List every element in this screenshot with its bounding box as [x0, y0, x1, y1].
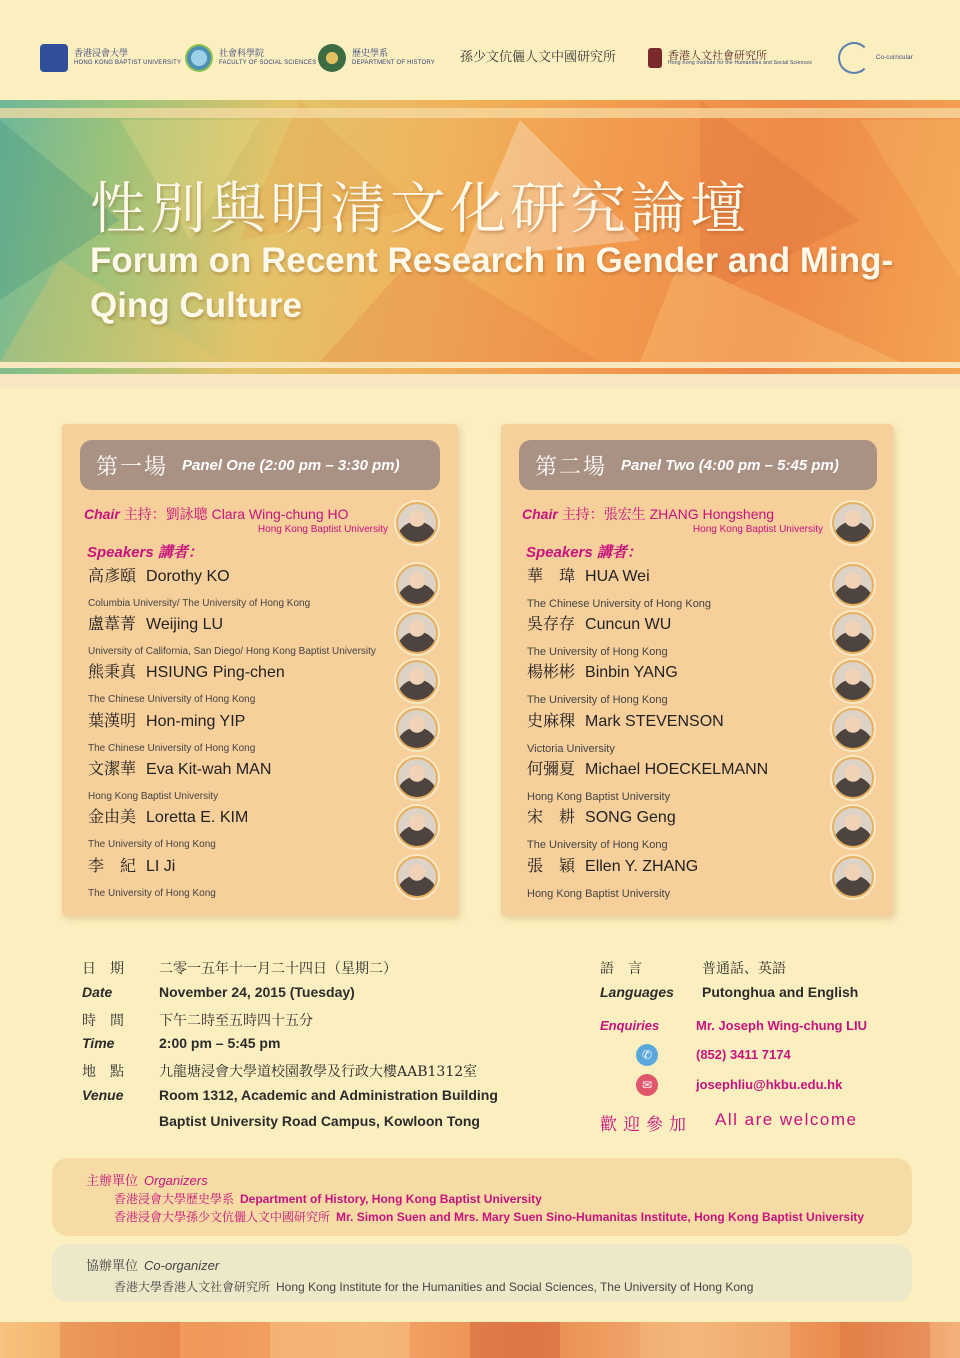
speaker-name-zh: 何彌夏 [527, 759, 576, 778]
banner-stripe-bottom [0, 362, 960, 368]
welcome-zh: 歡迎參加 [600, 1115, 692, 1135]
hkbu-logo-icon [40, 44, 68, 72]
language-en-label: Languages [600, 984, 674, 1000]
coorganizer-label-en: Co-organizer [144, 1258, 220, 1273]
enquiries-label: Enquiries [600, 1018, 660, 1033]
bottom-block [840, 1322, 930, 1358]
hkihss-logo-zh: 香港人文社會研究所 [668, 48, 767, 62]
welcome-en: All are welcome [715, 1110, 858, 1129]
hkihss-logo-en: Hong Kong Institute for the Humanities and Social Sciences [668, 60, 812, 67]
panel-two-chair [522, 504, 774, 524]
speaker-photo [832, 806, 874, 848]
speaker-affiliation: The Chinese University of Hong Kong [527, 598, 712, 610]
speaker-affiliation: Hong Kong Baptist University [527, 888, 671, 900]
email-icon: ✉ [636, 1074, 658, 1096]
history-dept-logo-icon [318, 44, 346, 72]
organizer-zh: 香港浸會大學歷史學系 [114, 1192, 235, 1206]
speaker-photo [832, 660, 874, 702]
speaker-affiliation: The University of Hong Kong [527, 646, 668, 658]
panel-one-header-en: Panel One (2:00 pm – 3:30 pm) [182, 456, 400, 474]
speaker-item [527, 853, 857, 900]
speaker-name-zh: 宋 耕 [527, 807, 576, 826]
enquiries-phone[interactable]: (852) 3411 7174 [696, 1047, 791, 1062]
language-zh-value: 普通話、英語 [702, 961, 786, 977]
speaker-affiliation: The Chinese University of Hong Kong [88, 743, 256, 754]
speaker-affiliation: The University of Hong Kong [88, 839, 216, 850]
organizer-line [114, 1208, 864, 1225]
language-en-value: Putonghua and English [702, 984, 859, 1000]
panel-one [62, 424, 458, 916]
chair-photo [832, 502, 874, 544]
speaker-item [88, 756, 418, 802]
history-dept-logo-zh: 歷史學系 [352, 49, 389, 60]
panel-one-chair [84, 504, 349, 524]
speaker-photo [832, 564, 874, 606]
panel-two-header-zh: 第二場 [535, 454, 608, 480]
time-en-label: Time [82, 1035, 115, 1051]
organizer-en: Mr. Simon Suen and Mrs. Mary Suen Sino-Humanitas Institute, Hong Kong Baptist University [336, 1210, 865, 1224]
hkbu-logo-en: HONG KONG BAPTIST UNIVERSITY [74, 59, 182, 66]
banner-stripe-top [0, 108, 960, 118]
speaker-item [527, 804, 857, 851]
sino-humanitas-logo-zh: 孫少文伉儷人文中國研究所 [460, 50, 617, 66]
bottom-decorative-strip [0, 1322, 960, 1358]
speaker-name-en: Hon-ming YIP [146, 713, 246, 730]
chair-name-en: ZHANG Hongsheng [649, 506, 775, 522]
chair-zh-label: 主持： [123, 506, 166, 522]
hkbu-logo-zh: 香港浸會大學 [74, 49, 129, 60]
speaker-name-en: Dorothy KO [146, 568, 230, 585]
logo-strip [0, 0, 960, 100]
fss-logo-icon [185, 44, 213, 72]
coorganizer-box [52, 1244, 912, 1302]
speaker-name-en: Weijing LU [146, 616, 224, 633]
history-dept-logo-en: DEPARTMENT OF HISTORY [352, 59, 435, 66]
fss-logo [185, 38, 316, 78]
language-zh-label: 語 言 [600, 961, 642, 977]
speaker-item [88, 611, 418, 657]
panel-two-header [519, 440, 877, 490]
panel-two-header-en: Panel Two (4:00 pm – 5:45 pm) [621, 456, 839, 474]
speaker-photo [396, 708, 438, 750]
enquiries-contact: Mr. Joseph Wing-chung LIU [696, 1018, 868, 1033]
speaker-item [88, 659, 418, 705]
coorganizer-label [86, 1255, 219, 1274]
speaker-name-zh: 金由美 [88, 807, 137, 826]
time-en-value: 2:00 pm – 5:45 pm [159, 1035, 281, 1051]
organizer-en: Department of History, Hong Kong Baptist University [240, 1192, 542, 1206]
speaker-affiliation: Hong Kong Baptist University [88, 791, 219, 802]
speaker-name-en: Ellen Y. ZHANG [585, 858, 699, 875]
speaker-name-zh: 華 瑋 [527, 566, 576, 585]
date-zh-row [82, 958, 124, 978]
speaker-photo [396, 564, 438, 606]
speaker-item [527, 756, 857, 803]
speaker-photo [832, 708, 874, 750]
speaker-name-zh: 文潔華 [88, 759, 137, 778]
organizers-label-en: Organizers [144, 1173, 208, 1188]
speaker-name-en: HSIUNG Ping-chen [146, 664, 285, 681]
title-chinese: 性別與明清文化研究論壇 [90, 177, 750, 242]
panel-one-chair-affiliation: Hong Kong Baptist University [257, 524, 388, 535]
date-zh-value: 二零一五年十一月二十四日（星期二） [159, 961, 397, 977]
speaker-affiliation: The University of Hong Kong [527, 839, 668, 851]
speaker-item [88, 853, 418, 899]
speaker-photo [832, 612, 874, 654]
hkihss-shield-icon [648, 48, 662, 68]
speaker-photo [396, 660, 438, 702]
co-curricular-logo-en: Co-curricular [876, 54, 913, 61]
speaker-name-zh: 盧葦菁 [88, 614, 137, 633]
title-english: Forum on Recent Research in Gender and Ming-Qing Culture [90, 241, 894, 325]
venue-en-line-2: Baptist University Road Campus, Kowloon Tong [159, 1113, 480, 1129]
coorganizer-line [114, 1278, 753, 1295]
organizers-box [52, 1158, 912, 1236]
speaker-photo [396, 856, 438, 898]
chair-name-zh: 張宏生 [603, 507, 646, 523]
hkbu-logo [40, 38, 181, 78]
speaker-name-en: SONG Geng [585, 809, 676, 826]
speaker-name-zh: 史麻稞 [527, 711, 576, 730]
fss-logo-en: FACULTY OF SOCIAL SCIENCES [219, 59, 317, 66]
organizers-label-zh: 主辦單位 [86, 1174, 139, 1189]
time-zh-value: 下午二時至五時四十五分 [159, 1013, 313, 1029]
speaker-name-en: Mark STEVENSON [585, 713, 724, 730]
speaker-name-zh: 熊秉真 [88, 662, 137, 681]
panel-one-header [80, 440, 440, 490]
chair-zh-label: 主持： [561, 506, 604, 522]
speaker-affiliation: The University of Hong Kong [88, 888, 216, 899]
history-dept-logo [318, 38, 435, 78]
time-zh-label: 時 間 [82, 1013, 124, 1029]
fss-logo-zh: 社會科學院 [219, 49, 265, 60]
speaker-name-zh: 高彥頤 [88, 566, 137, 585]
bottom-block [270, 1322, 410, 1358]
speaker-affiliation: Victoria University [527, 743, 615, 755]
co-curricular-logo [838, 38, 913, 78]
speaker-item [88, 563, 418, 609]
date-zh-label: 日 期 [82, 961, 124, 977]
speaker-name-en: HUA Wei [585, 568, 650, 585]
speaker-name-zh: 張 穎 [527, 856, 576, 875]
phone-icon: ✆ [636, 1044, 658, 1066]
speaker-affiliation: Columbia University/ The University of Hong Kong [88, 598, 311, 609]
hkihss-logo [648, 38, 812, 78]
speaker-item [527, 659, 857, 706]
speaker-name-en: Loretta E. KIM [146, 809, 249, 826]
speaker-photo [396, 757, 438, 799]
co-curricular-swirl-icon [838, 42, 870, 74]
bottom-block [640, 1322, 790, 1358]
panel-two-speakers-label: Speakers 講者： [526, 544, 642, 561]
panel-one-header-zh: 第一場 [96, 454, 169, 480]
speaker-item [527, 708, 857, 755]
speaker-name-en: Cuncun WU [585, 616, 672, 633]
speaker-affiliation: The University of Hong Kong [527, 694, 668, 706]
organizers-label [86, 1170, 208, 1189]
speaker-affiliation: Hong Kong Baptist University [527, 791, 671, 803]
venue-zh-label: 地 點 [82, 1064, 124, 1080]
chair-photo [396, 502, 438, 544]
speaker-photo [396, 612, 438, 654]
sino-humanitas-logo [460, 38, 616, 78]
speaker-name-zh: 李 紀 [88, 856, 137, 875]
venue-en-label: Venue [82, 1087, 124, 1103]
organizer-line [114, 1190, 542, 1207]
speaker-name-zh: 楊彬彬 [527, 662, 576, 681]
venue-en-line-1: Room 1312, Academic and Administration Building [159, 1087, 498, 1103]
speaker-name-en: Michael HOECKELMANN [585, 761, 769, 778]
speaker-affiliation: The Chinese University of Hong Kong [88, 694, 256, 705]
enquiries-email[interactable]: josephliu@hkbu.edu.hk [696, 1077, 843, 1092]
speaker-item [527, 563, 857, 610]
coorganizer-label-zh: 協辦單位 [86, 1259, 139, 1274]
speaker-name-zh: 吳存存 [527, 614, 576, 633]
date-en-label: Date [82, 984, 113, 1000]
organizer-zh: 香港浸會大學孫少文伉儷人文中國研究所 [114, 1210, 331, 1224]
panel-two-chair-affiliation: Hong Kong Baptist University [692, 524, 823, 535]
coorganizer-zh: 香港大學香港人文社會研究所 [114, 1280, 271, 1294]
speaker-photo [396, 806, 438, 848]
panel-one-speakers-label: Speakers 講者： [87, 544, 203, 561]
venue-zh-value: 九龍塘浸會大學道校園教學及行政大樓AAB1312室 [159, 1064, 478, 1080]
chair-name-en: Clara Wing-chung HO [211, 506, 349, 522]
speaker-name-zh: 葉漢明 [88, 711, 137, 730]
speaker-affiliation: University of California, San Diego/ Hong Kong Baptist University [88, 646, 376, 657]
chair-label: Chair [522, 506, 558, 522]
panel-two [501, 424, 893, 916]
bottom-block [470, 1322, 560, 1358]
speaker-name-en: LI Ji [146, 858, 176, 875]
bottom-block [60, 1322, 180, 1358]
speaker-photo [832, 757, 874, 799]
banner-stripe-bottom-2 [0, 374, 960, 388]
speaker-photo [832, 856, 874, 898]
speaker-item [527, 611, 857, 658]
speaker-item [88, 708, 418, 754]
date-en-value: November 24, 2015 (Tuesday) [159, 984, 355, 1000]
speaker-name-en: Binbin YANG [585, 664, 678, 681]
coorganizer-en: Hong Kong Institute for the Humanities and Social Sciences, The University of Hong Kong [276, 1280, 754, 1294]
speaker-name-en: Eva Kit-wah MAN [146, 761, 272, 778]
chair-label: Chair [84, 506, 120, 522]
chair-name-zh: 劉詠聰 [165, 507, 208, 523]
speaker-item [88, 804, 418, 850]
